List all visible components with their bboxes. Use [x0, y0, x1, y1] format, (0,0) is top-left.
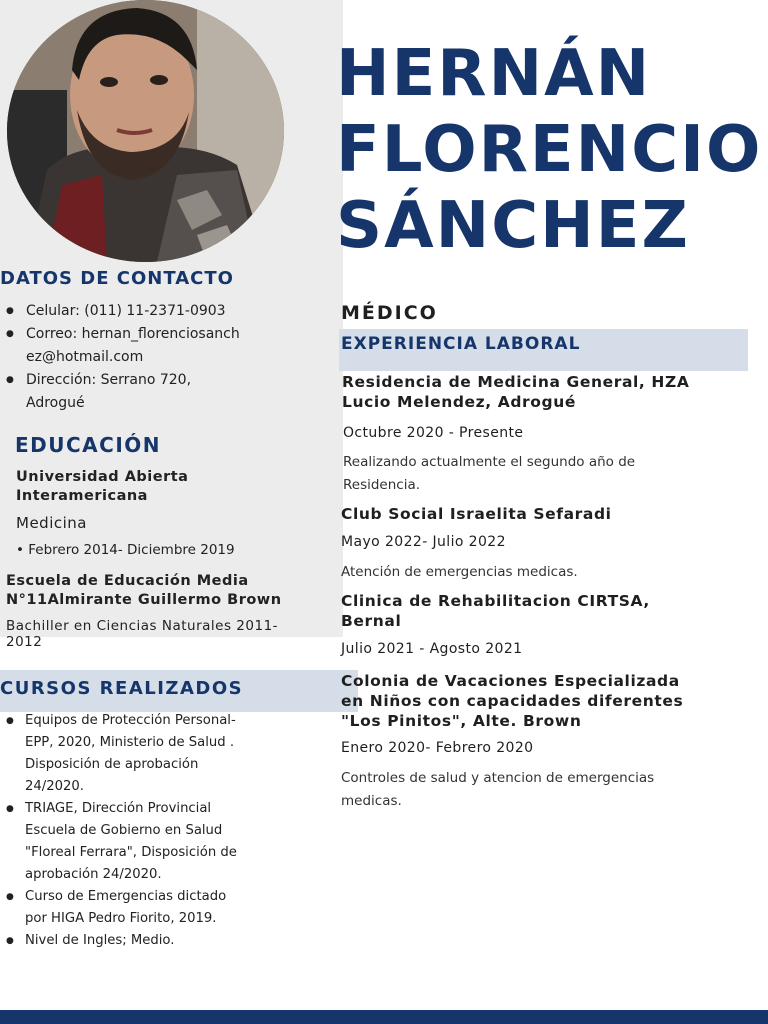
- contact-list: [6, 300, 246, 415]
- job-dates: Enero 2020- Febrero 2020: [341, 740, 534, 756]
- job-dates: Mayo 2022- Julio 2022: [341, 534, 506, 550]
- job-description: Atención de emergencias medicas.: [341, 564, 578, 580]
- courses-list: [6, 710, 246, 952]
- contact-heading: DATOS DE CONTACTO: [0, 268, 234, 289]
- education-school-degree: Bachiller en Ciencias Naturales 2011-2012: [6, 618, 279, 650]
- course-item: ● Equipos de Protección Personal- EPP, 2020, Ministerio de Salud . Disposición de aprobación 24/2020.: [6, 710, 246, 798]
- job-dates: Octubre 2020 - Presente: [343, 425, 524, 441]
- job-title: Club Social Israelita Sefaradi: [341, 505, 612, 523]
- name-line-1: HERNÁN: [336, 37, 652, 111]
- job-description: Realizando actualmente el segundo año de Residencia.: [343, 454, 636, 493]
- profile-photo: [7, 0, 284, 262]
- experience-heading: EXPERIENCIA LABORAL: [341, 334, 581, 354]
- candidate-name: [336, 36, 762, 264]
- name-line-2: FLORENCIO: [336, 113, 763, 187]
- education-degree: Medicina: [16, 514, 87, 532]
- course-item: ● Curso de Emergencias dictado por HIGA Pedro Fiorito, 2019.: [6, 886, 246, 930]
- course-item: ● Nivel de Ingles; Medio.: [6, 930, 246, 952]
- footer-bar: [0, 1010, 768, 1024]
- education-dates: • Febrero 2014- Diciembre 2019: [16, 542, 235, 558]
- profession-title: MÉDICO: [341, 302, 438, 324]
- name-line-3: SÁNCHEZ: [336, 189, 690, 263]
- job-dates: Julio 2021 - Agosto 2021: [341, 641, 523, 657]
- course-item: ● TRIAGE, Dirección Provincial Escuela de Gobierno en Salud "Floreal Ferrara", Disposición de aprobación 24/2020.: [6, 798, 246, 886]
- contact-email: ● Correo: hernan_florenciosanchez@hotmail.com: [6, 323, 246, 369]
- education-heading: EDUCACIÓN: [15, 433, 162, 457]
- job-description: Controles de salud y atencion de emergencias medicas.: [341, 770, 655, 809]
- education-university: Universidad Abierta Interamericana: [16, 469, 189, 504]
- job-title: Residencia de Medicina General, HZA Lucio Melendez, Adrogué: [342, 373, 690, 411]
- education-school: Escuela de Educación Media N°11Almirante Guillermo Brown: [6, 573, 282, 608]
- job-title: Colonia de Vacaciones Especializada en Niños con capacidades diferentes "Los Pinitos", Alte. Brown: [341, 672, 684, 730]
- contact-phone: ● Celular: (011) 11-2371-0903: [6, 300, 246, 323]
- contact-address: ● Dirección: Serrano 720, Adrogué: [6, 369, 246, 415]
- courses-heading: CURSOS REALIZADOS: [0, 678, 244, 699]
- job-title: Clinica de Rehabilitacion CIRTSA, Bernal: [341, 592, 650, 630]
